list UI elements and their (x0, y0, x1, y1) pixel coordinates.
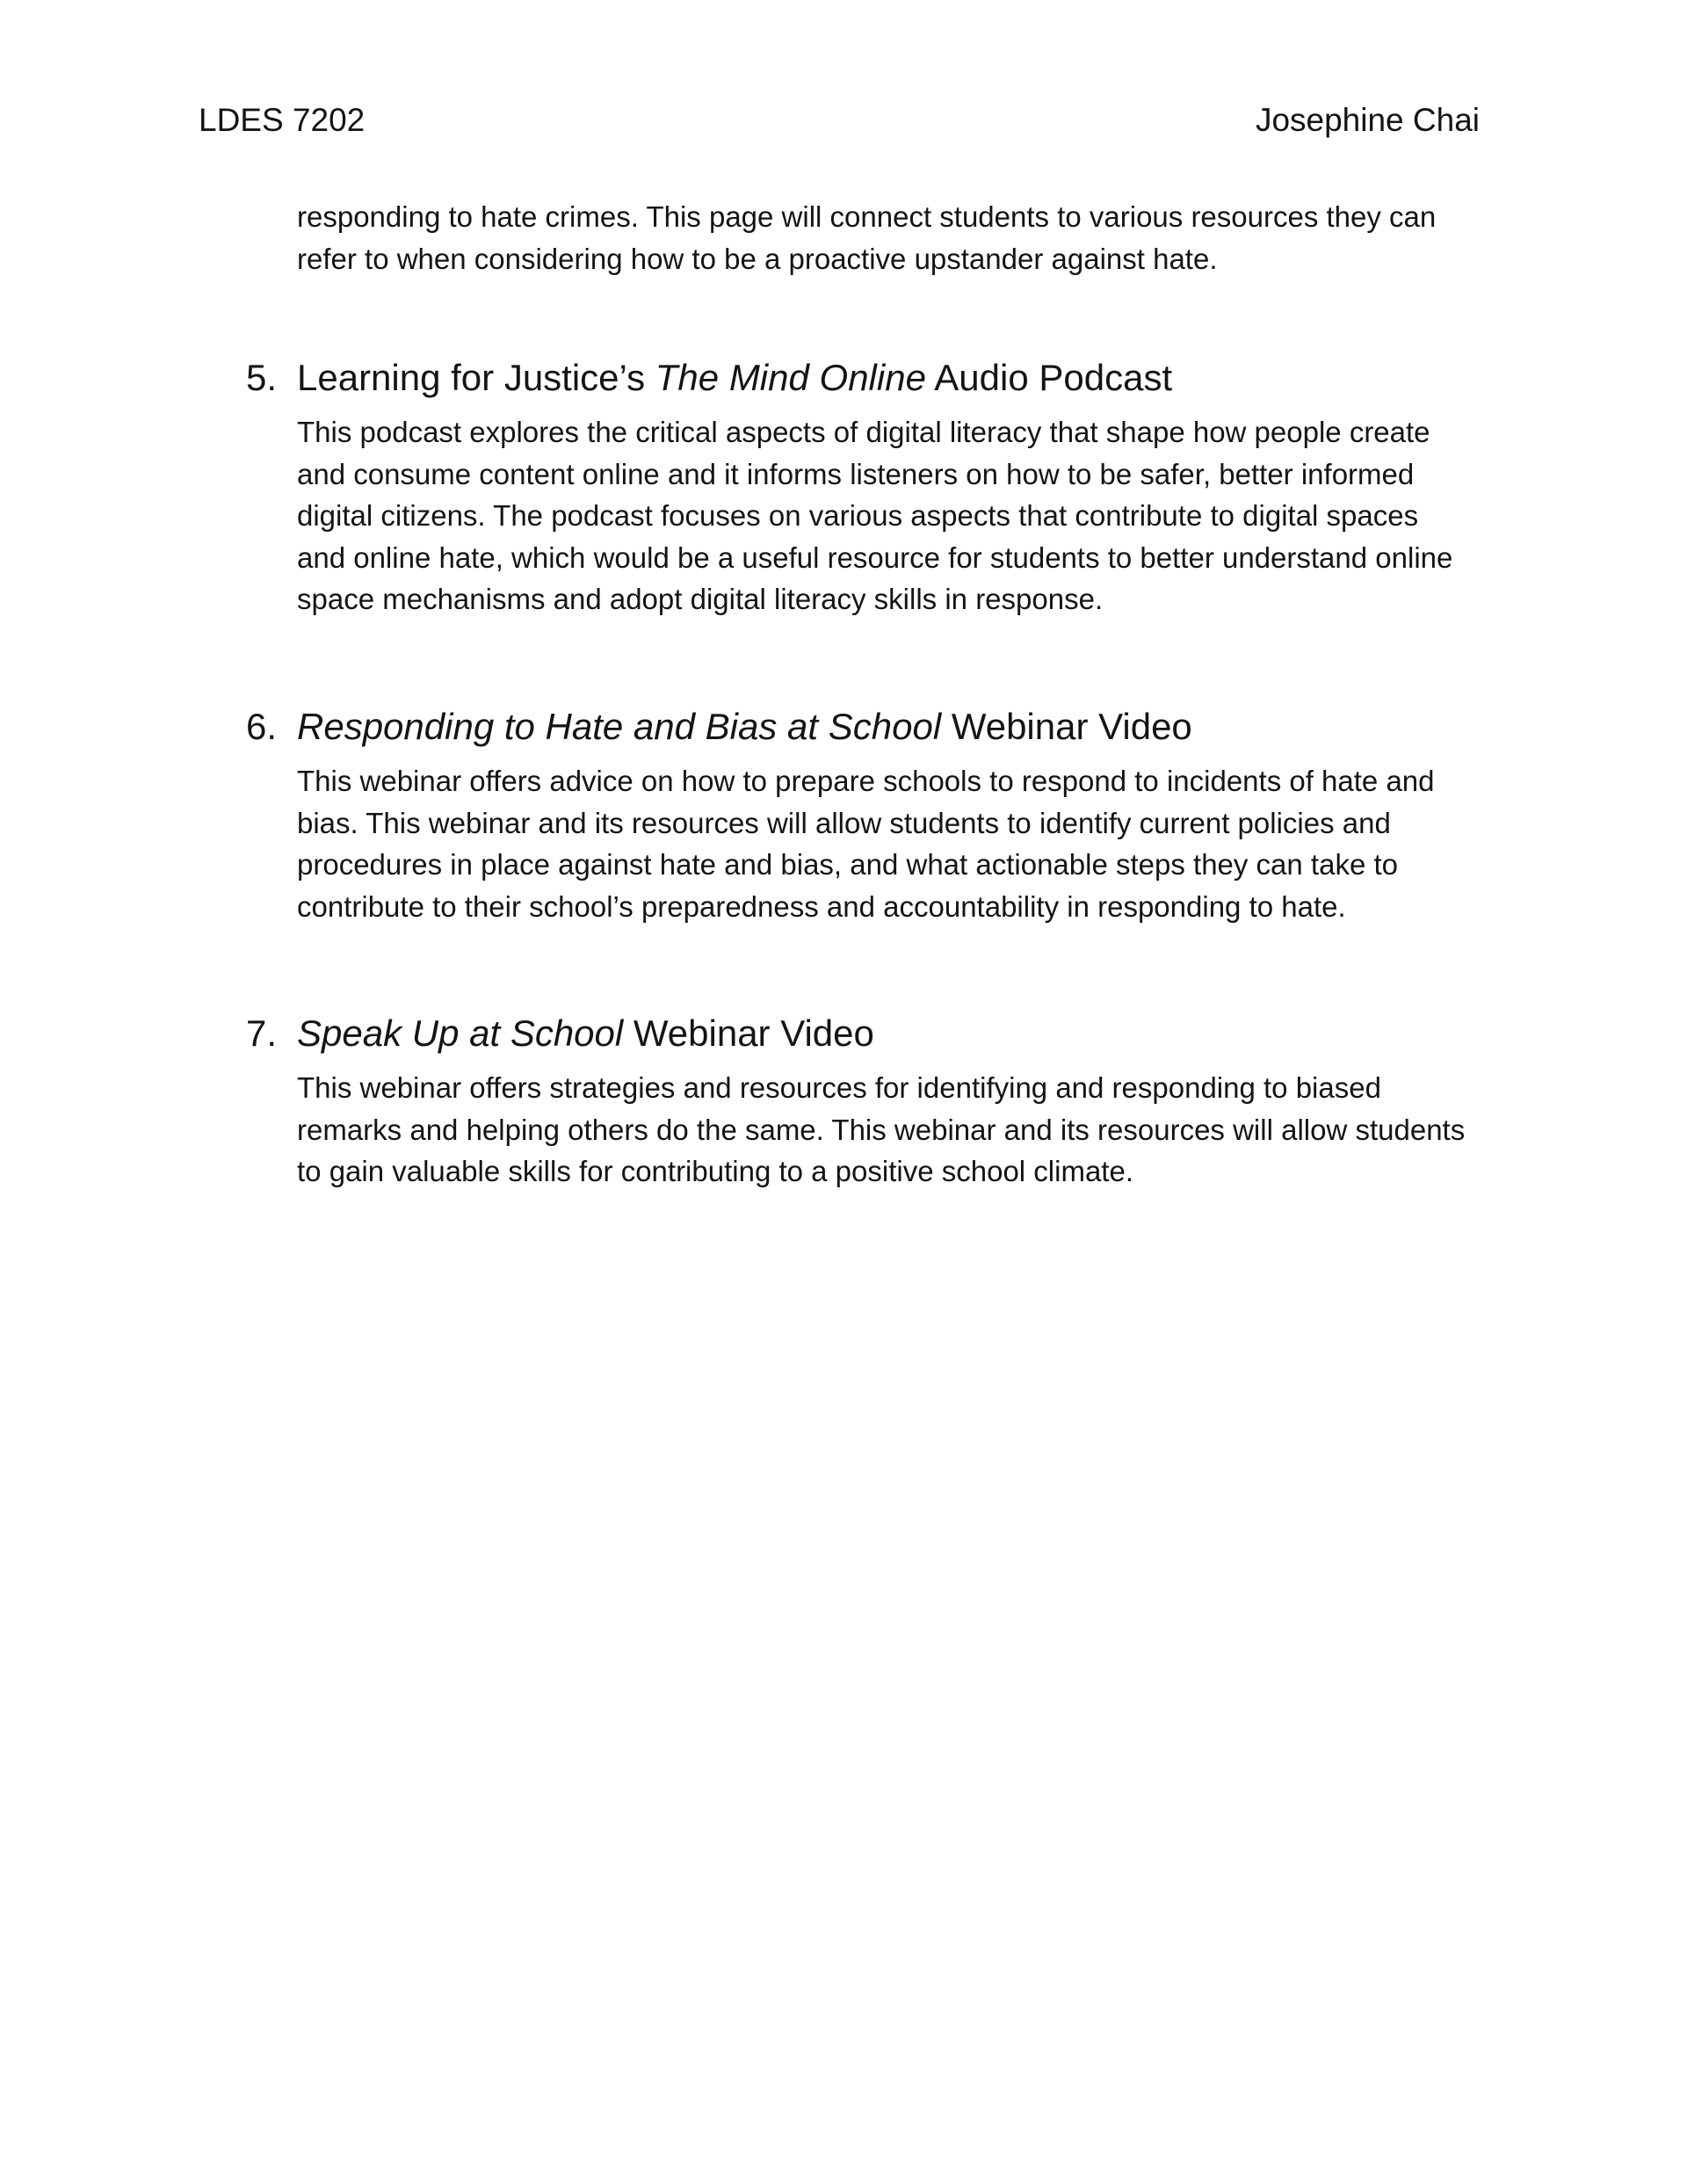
author-name: Josephine Chai (1255, 102, 1480, 138)
resource-title: Speak Up at School Webinar Video (297, 1012, 874, 1054)
text-line: contribute to their school’s preparedness and accountability in responding to hate. (297, 889, 1346, 923)
text-line: digital citizens. The podcast focuses on various aspects that contribute to digital spaces (297, 499, 1419, 532)
text-line: and online hate, which would be a useful resource for students to better understand online (297, 541, 1453, 574)
item-number: 7. (246, 1012, 278, 1054)
item-number: 6. (246, 706, 278, 747)
item-number: 5. (246, 357, 278, 398)
resource-item-6 (246, 700, 1511, 927)
resource-title: Learning for Justice’s The Mind Online Audio Podcast (297, 357, 1173, 398)
resource-description (297, 1067, 1510, 1193)
text-line: This webinar offers strategies and resources for identifying and responding to biased (297, 1071, 1381, 1104)
resource-item-7 (246, 1007, 1511, 1193)
text-line: This webinar offers advice on how to prepare schools to respond to incidents of hate and (297, 765, 1435, 797)
text-line: and consume content online and it informs listeners on how to be safer, better informed (297, 457, 1415, 490)
continued-paragraph (297, 196, 1510, 279)
text-line: to gain valuable skills for contributing to a positive school climate. (297, 1155, 1133, 1187)
course-code: LDES 7202 (199, 102, 366, 138)
text-line: bias. This webinar and its resources will allow students to identify current policies and (297, 806, 1391, 839)
resource-heading (246, 700, 1511, 753)
text-line: refer to when considering how to be a proactive upstander against hate. (297, 242, 1218, 275)
text-line: This podcast explores the critical aspects of digital literacy that shape how people create (297, 416, 1430, 448)
resource-heading (246, 1007, 1511, 1060)
resource-description (297, 411, 1510, 620)
text-line: space mechanisms and adopt digital literacy skills in response. (297, 583, 1104, 615)
resource-title: Responding to Hate and Bias at School Webinar Video (297, 706, 1192, 747)
text-line: remarks and helping others do the same. This webinar and its resources will allow students (297, 1113, 1466, 1146)
resource-heading (246, 352, 1511, 404)
text-line: responding to hate crimes. This page will connect students to various resources they can (297, 200, 1437, 233)
text-line: procedures in place against hate and bias, and what actionable steps they can take to (297, 848, 1399, 881)
resource-item-5 (246, 352, 1511, 620)
resource-description (297, 760, 1510, 927)
page-header (199, 98, 1480, 142)
